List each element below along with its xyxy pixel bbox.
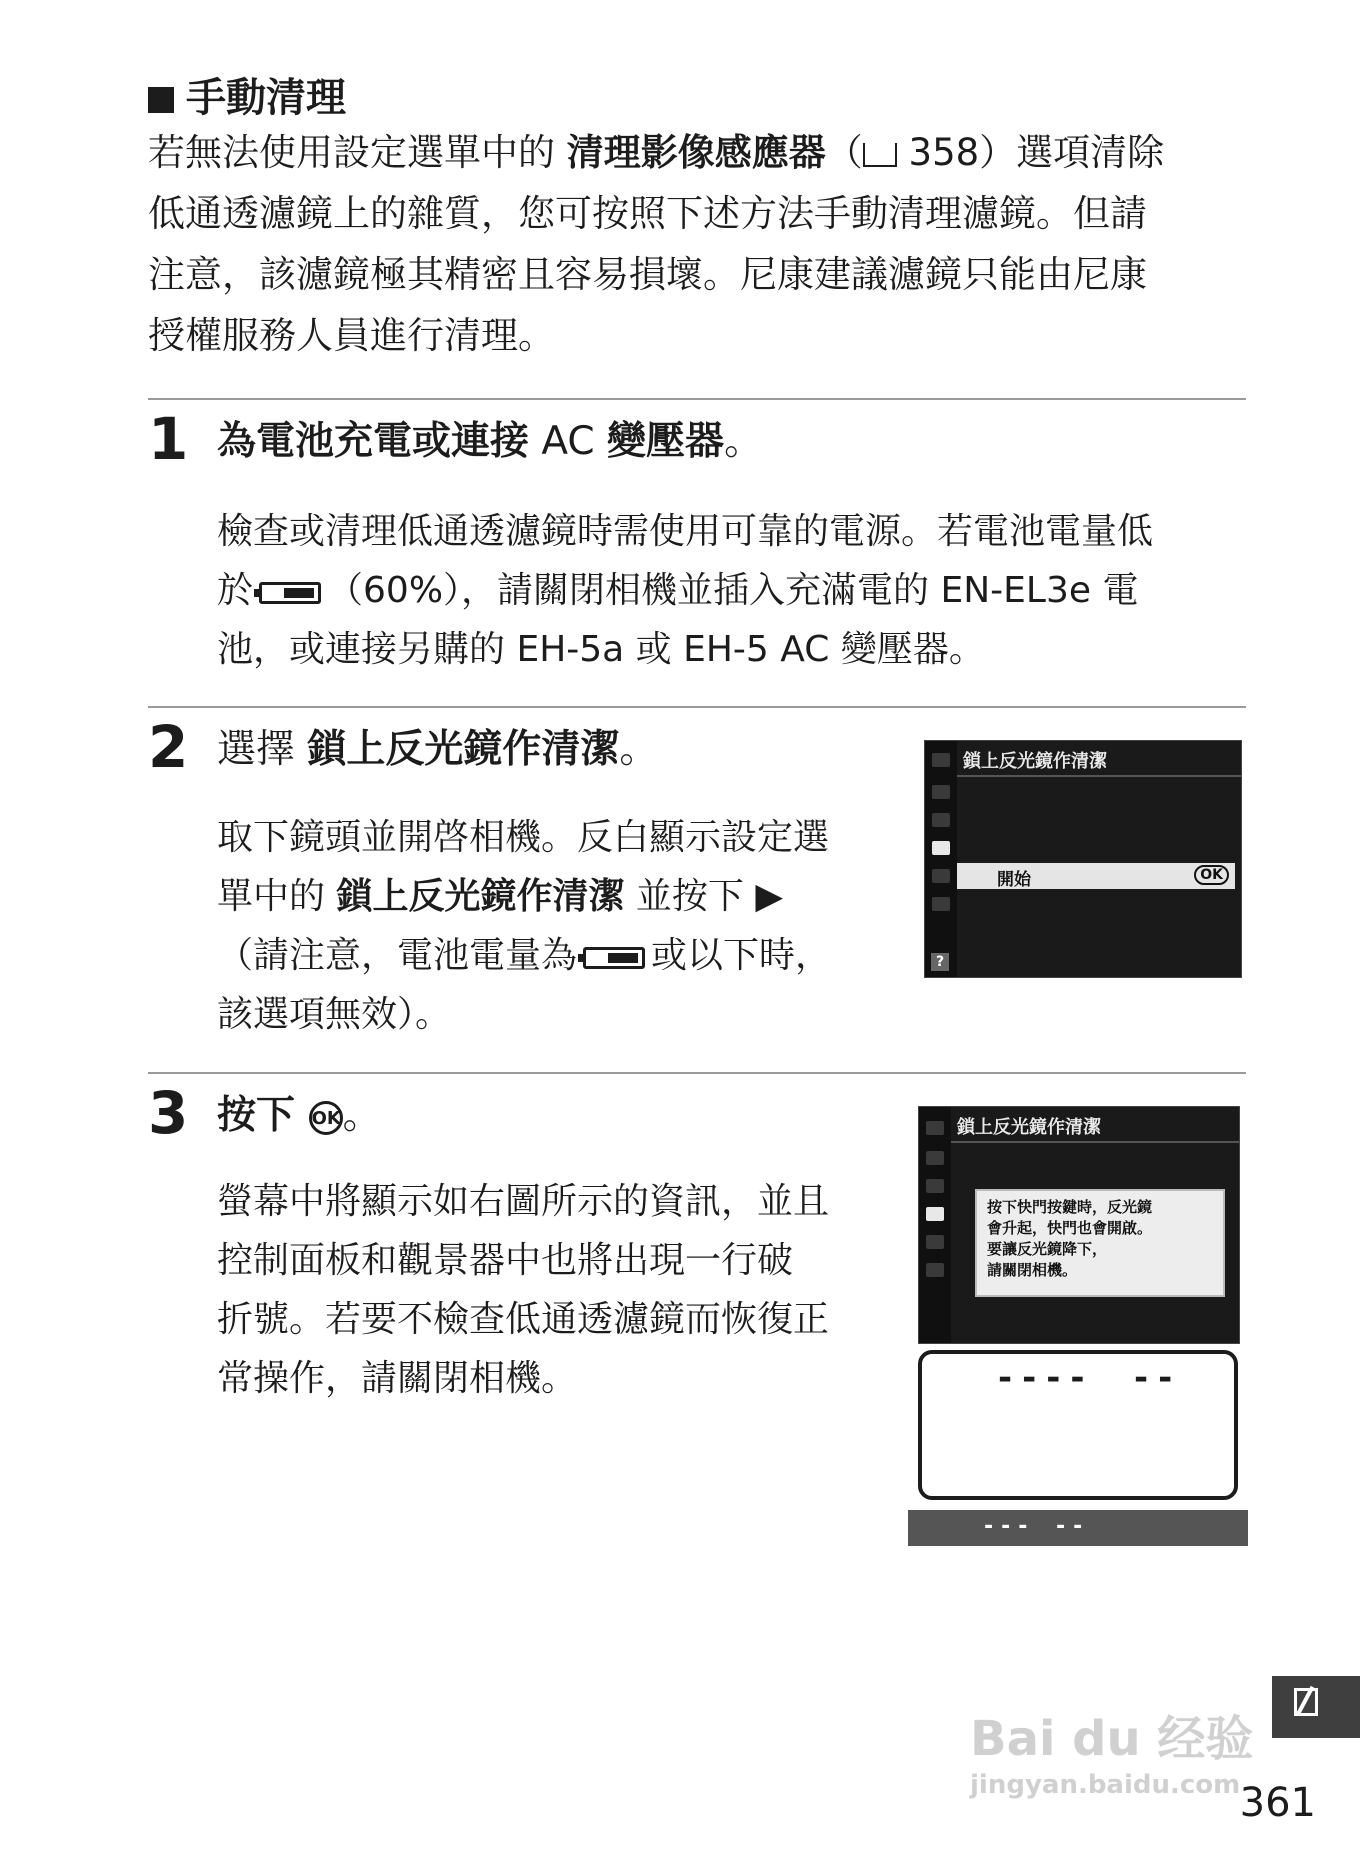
- step-number: 2: [148, 713, 189, 781]
- retouch-icon: [932, 869, 950, 883]
- retouch-icon: [926, 1235, 944, 1249]
- help-icon: ?: [931, 953, 949, 971]
- ok-button-icon: OK: [309, 1101, 343, 1135]
- camera-message-screen: [918, 1106, 1240, 1344]
- watermark-brand: Bai du 经验: [970, 1711, 1254, 1767]
- setup-wrench-icon: [926, 1207, 944, 1221]
- title-underline: [957, 775, 1241, 777]
- step-title: 選擇 鎖上反光鏡作清潔。: [217, 727, 659, 772]
- menu-sidebar: [925, 741, 957, 977]
- step-divider: [148, 706, 1246, 708]
- ok-icon: OK: [1194, 865, 1229, 885]
- start-menu-item[interactable]: 開始 OK: [957, 863, 1235, 889]
- shooting-icon: [926, 1151, 944, 1165]
- custom-settings-icon: [932, 813, 950, 827]
- chapter-tab: [1272, 1676, 1360, 1738]
- book-page-icon: [863, 143, 897, 167]
- screen-title: 鎖上反光鏡作清潔: [963, 751, 1107, 772]
- step-body: 螢幕中將顯示如右圖所示的資訊，並且 控制面板和觀景器中也將出現一行破 折號。若要不檢查低通透濾鏡而恢復正 常操作，請關閉相機。: [217, 1181, 830, 1399]
- step-number: 3: [148, 1079, 189, 1147]
- my-menu-icon: [932, 897, 950, 911]
- step-body: 取下鏡頭並開啓相機。反白顯示設定選 單中的 鎖上反光鏡作清潔 並按下 ▶ （請注意，電池電量為 或以下時， 該選項無效）。: [217, 817, 832, 1035]
- section-heading: 手動清理: [148, 72, 346, 124]
- setup-wrench-icon: [932, 841, 950, 855]
- message-box: 按下快門按鍵時，反光鏡 會升起，快門也會開啟。 要讓反光鏡降下， 請關閉相機。: [975, 1189, 1225, 1297]
- battery-icon: [259, 582, 321, 604]
- custom-settings-icon: [926, 1179, 944, 1193]
- battery-icon: [583, 947, 645, 969]
- playback-icon: [926, 1121, 944, 1135]
- menu-sidebar: [919, 1107, 951, 1343]
- control-panel-lcd: ---- --: [918, 1350, 1238, 1500]
- technical-notes-icon: [1294, 1688, 1318, 1716]
- menu-item-ref: 清理影像感應器: [566, 131, 826, 174]
- intro-line-1: 若無法使用設定選單中的 清理影像感應器（ 358）選項清除: [148, 131, 1165, 174]
- shooting-icon: [932, 785, 950, 799]
- step-divider: [148, 398, 1246, 400]
- watermark-url: jingyan.baidu.com: [970, 1770, 1241, 1800]
- square-bullet-icon: [148, 87, 174, 113]
- screen-title: 鎖上反光鏡作清潔: [957, 1117, 1101, 1138]
- my-menu-icon: [926, 1263, 944, 1277]
- step-number: 1: [148, 405, 189, 473]
- camera-menu-screen: [924, 740, 1242, 978]
- page-number: 361: [1239, 1780, 1316, 1826]
- step-title: 為電池充電或連接 AC 變壓器。: [217, 419, 764, 464]
- step-title: 按下 OK。: [217, 1093, 382, 1138]
- intro-paragraph: 若無法使用設定選單中的 清理影像感應器（ 358）選項清除 低通透濾鏡上的雜質，您可按照下述方法手動清理濾鏡。但請 注意，該濾鏡極其精密且容易損壞。尼康建議濾鏡只能由尼康 授權服務人員進行清理。: [148, 122, 1248, 366]
- title-underline: [951, 1141, 1239, 1143]
- step-body: 檢查或清理低通透濾鏡時需使用可靠的電源。若電池電量低 於 （60%），請關閉相機並插入充滿電的 EN-EL3e 電 池，或連接另購的 EH-5a 或 EH-5 AC 變壓器。: [217, 511, 1154, 670]
- step-divider: [148, 1072, 1246, 1074]
- viewfinder-display: --- --: [908, 1510, 1248, 1546]
- playback-icon: [932, 753, 950, 767]
